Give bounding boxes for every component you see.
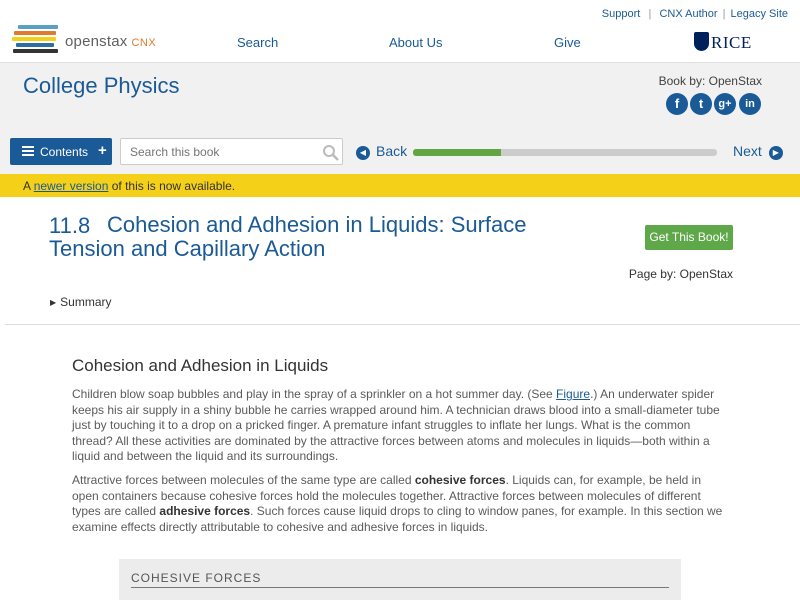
- summary-label: Summary: [60, 295, 112, 309]
- book-search: [120, 138, 343, 165]
- newer-version-link[interactable]: newer version: [33, 179, 109, 193]
- site-header: [0, 0, 800, 62]
- legacy-site-link[interactable]: Legacy Site: [730, 8, 788, 20]
- plus-icon: +: [98, 142, 107, 159]
- cohesive-forces-feature: [119, 559, 681, 600]
- progress-fill: [413, 149, 501, 156]
- facebook-icon[interactable]: f: [666, 93, 688, 115]
- nav-about-link[interactable]: About Us: [389, 35, 443, 50]
- next-button[interactable]: [733, 143, 783, 160]
- rice-logo-text: RICE: [711, 33, 752, 52]
- separator: |: [645, 8, 655, 20]
- notice-text: of this is now available.: [108, 179, 236, 193]
- rice-logo[interactable]: [694, 32, 754, 54]
- search-input[interactable]: [130, 144, 310, 160]
- logo-text: openstax CNX: [65, 33, 157, 50]
- paragraph: Children blow soap bubbles and play in the spray of a sprinkler on a hot summer day. (See Figure.) An underwater spider keeps his air supply in a shiny bubble he carries wrapped around him. A technician draws blood into a small-diameter tube just by touching it to a drop on a pricked finger. A premature infant struggles to inflate her lungs. What is the common thread? All these activities are dominated by the attractive forces between atoms and molecules in liquids—both within a liquid and between the liquid and its surroundings.: [72, 387, 720, 463]
- section-number: 11.8: [49, 213, 91, 238]
- term-cohesive-forces: cohesive forces: [414, 473, 506, 487]
- cnx-author-link[interactable]: CNX Author: [659, 8, 718, 20]
- openstax-logo-icon: [12, 25, 58, 53]
- book-banner: [0, 62, 800, 174]
- back-button[interactable]: [356, 143, 407, 160]
- paragraph: Attractive forces between molecules of the same type are called cohesive forces. Liquids can, for example, be held in open containers because cohesive forces hold the molecules together. Attractive forces between molecules of different types are called adhesive forces. Such forces cause liquid drops to cling to window panes, for example. In this section we examine effects directly attributable to cohesive and adhesive forces in liquids.: [72, 473, 723, 534]
- chevron-right-icon: ▶: [769, 146, 783, 160]
- book-title[interactable]: College Physics: [23, 73, 180, 98]
- triangle-right-icon: ▶: [50, 298, 57, 307]
- book-progress-bar: [413, 149, 717, 156]
- rice-shield-icon: [694, 32, 709, 51]
- contents-button[interactable]: [10, 138, 112, 165]
- openstax-logo[interactable]: [12, 25, 182, 57]
- term-adhesive-forces: adhesive forces: [159, 504, 251, 518]
- list-icon: [22, 146, 34, 156]
- back-label: Back: [376, 143, 408, 159]
- page-by: Page by: OpenStax: [628, 267, 733, 281]
- figure-link[interactable]: Figure: [556, 387, 591, 401]
- nav-give-link[interactable]: Give: [554, 35, 581, 50]
- utility-links: [602, 8, 788, 20]
- next-label: Next: [733, 143, 762, 159]
- feature-heading: COHESIVE FORCES: [131, 571, 669, 588]
- support-link[interactable]: Support: [601, 8, 641, 20]
- search-icon[interactable]: [322, 144, 339, 161]
- divider: [5, 324, 800, 325]
- section-heading: Cohesion and Adhesion in Liquids: [72, 356, 329, 375]
- chevron-left-icon: ◀: [356, 146, 370, 160]
- nav-search-link[interactable]: Search: [237, 35, 279, 50]
- newer-version-notice: [0, 174, 800, 197]
- googleplus-icon[interactable]: g+: [714, 93, 736, 115]
- book-by: Book by: OpenStax: [658, 74, 762, 88]
- summary-toggle[interactable]: [50, 295, 112, 309]
- section-title: Cohesion and Adhesion in Liquids: Surface Tension and Capillary Action: [49, 212, 527, 261]
- notice-text: A: [23, 179, 34, 193]
- separator: |: [722, 8, 726, 20]
- twitter-icon[interactable]: t: [690, 93, 712, 115]
- contents-label: Contents: [40, 145, 89, 159]
- get-this-book-button[interactable]: Get This Book!: [645, 225, 733, 250]
- linkedin-icon[interactable]: in: [739, 93, 761, 115]
